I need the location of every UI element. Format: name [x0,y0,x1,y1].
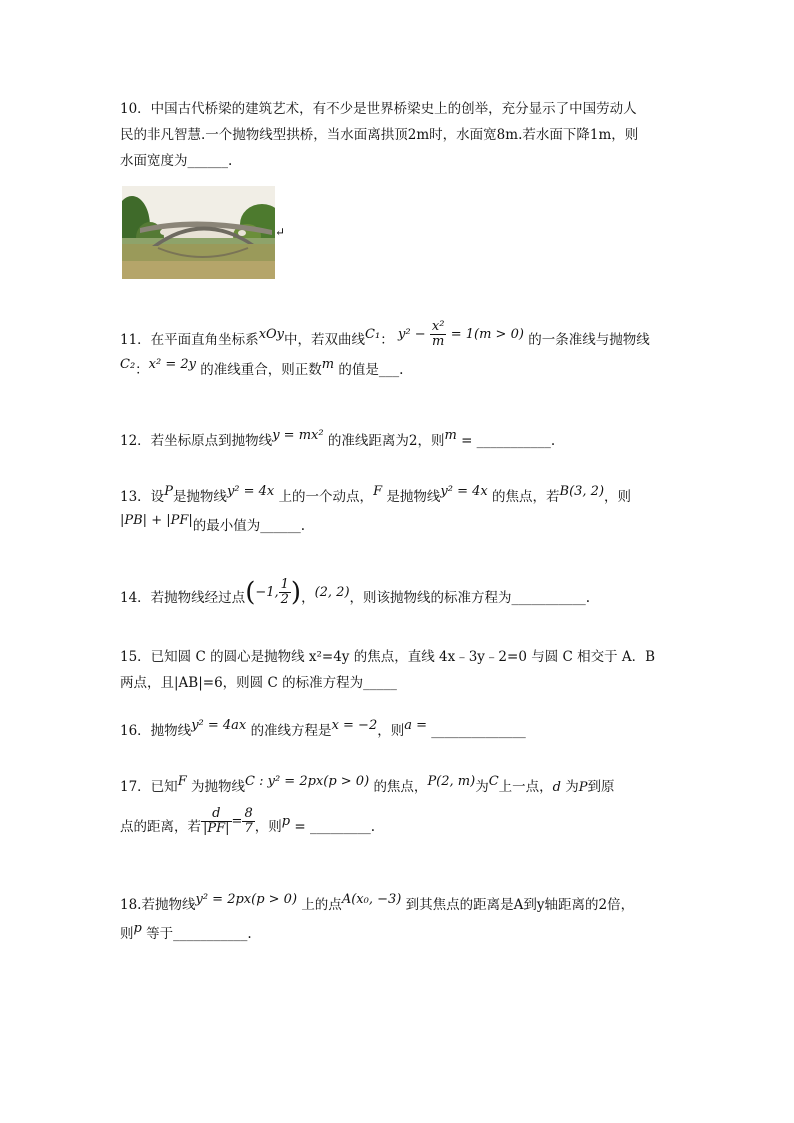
q17-end2: = _________. [294,819,375,835]
q12-eq: y = mx² [272,428,324,443]
q11-fraction [430,320,447,349]
bridge-photo [122,186,275,279]
q17-mid1: 为抛物线 [191,779,246,795]
q11-eq-left: y² − [398,327,426,342]
q11-prefix: 11．在平面直角坐标系 [120,332,259,348]
q18-point: A(x₀, −3) [341,892,402,907]
q17-d: d [552,780,561,795]
q17-frac-num: d [201,807,232,822]
q11-frac-num: x² [431,319,445,334]
q10-line2: 民的非凡智慧.一个抛物线型拱桥，当水面离拱顶2m时，水面宽8m.若水面下降1m，则 [120,127,639,143]
q17-var: p [281,814,291,829]
question-11 [120,318,700,384]
q16-end: ______________ [427,723,526,739]
q10-line3: 水面宽度为______. [120,153,233,169]
q17-end1: 到原 [587,779,615,795]
q14-end: ，则该抛物线的标准方程为___________. [349,590,591,606]
q18-mid2: 到其焦点的距离是A到y轴距离的2倍， [405,897,635,913]
q13-mid3: 是抛物线 [386,489,441,505]
q13-expr: |PB| + |PF| [120,513,193,528]
question-18 [120,892,700,948]
q11-colon2: ： [135,362,149,378]
q12-var: m [444,428,457,443]
q12-mid: 的准线距离为2，则 [327,433,445,449]
q14-sep: ， [301,590,315,606]
stone-arch-bridge-image [122,186,275,279]
q16-eq: y² = 4ax [191,718,247,733]
q11-coord: xOy [258,327,285,342]
q13-mid1: 是抛物线 [172,489,227,505]
q11-eq-right: = 1(m > 0) [450,327,524,342]
q14-point1: (−1, $\frac{1}{2}$ ) [245,577,302,608]
q17-point: P(2, m) [427,774,476,789]
q18-line2-prefix: 则 [120,926,134,942]
q14-prefix: 14．若抛物线经过点 [120,590,246,606]
question-14 [120,574,680,623]
q15-line1: 15．已知圆 C 的圆心是抛物线 x²=4y 的焦点，直线 4x﹣3y﹣2=0 与圆 C 相交于 A．B [120,649,656,665]
q16-mid: 的准线方程是 [250,723,332,739]
q11-eq2: x² = 2y [148,357,196,372]
q17-frac-den: |PF| [203,821,230,836]
q13-p: P [164,484,173,499]
q13-end2: 的最小值为______. [192,518,306,534]
q10-line1: 10．中国古代桥梁的建筑艺术，有不少是世界桥梁史上的创举，充分显示了中国劳动人 [120,101,637,117]
question-13 [120,484,700,540]
q18-end: 等于___________. [146,926,252,942]
q17-val-den: 7 [244,821,253,836]
q11-mid2: 的一条准线与抛物线 [528,332,650,348]
q17-val-num: 8 [244,806,253,821]
q17-line2-prefix: 点的距离，若 [120,819,201,835]
q14-p1-fraction [279,578,291,607]
q17-value-fraction [242,807,254,836]
q13-eq2: y² = 4x [440,484,488,499]
q14-p2: (2, 2) [314,585,350,600]
q17-mid2: 的焦点， [373,779,428,795]
q17-f: F [177,774,187,789]
q11-end: 的值是___. [338,362,404,378]
q14-p1-left: −1, [255,585,279,600]
q17-mid3: 为 [475,779,489,795]
question-12 [120,428,680,455]
q14-p1-num: 1 [280,577,289,592]
q17-p: P [578,780,588,795]
q16-mid2: ，则 [377,723,405,739]
q16-var: a = [404,718,427,733]
image-anchor-mark: ↵ [275,225,286,239]
q17-mid4: 上一点， [498,779,553,795]
q13-eq1: y² = 4x [226,484,275,499]
q14-p1-den: 2 [280,592,289,607]
q11-colon: ： [380,332,394,348]
q18-prefix: 18.若抛物线 [120,897,196,913]
q16-prefix: 16．抛物线 [120,723,192,739]
q18-mid1: 上的点 [301,897,342,913]
q13-mid2: 上的一个动点， [278,489,374,505]
q11-var: m [321,357,335,372]
q17-c: C [488,774,499,789]
q18-eq: y² = 2px(p > 0) [195,892,298,907]
q13-prefix: 13．设 [120,489,165,505]
q17-eq-sign: = [231,814,243,829]
q17-eq: C : y² = 2px(p > 0) [245,774,370,789]
q17-prefix: 17．已知 [120,779,178,795]
q13-point: B(3, 2) [559,484,605,499]
question-10 [120,96,680,174]
q17-mid5: 为 [565,779,579,795]
q16-eq2: x = −2 [331,718,378,733]
question-17 [120,774,700,848]
q11-mid1: 中，若双曲线 [284,332,366,348]
q13-f: F [373,484,383,499]
q18-var: p [133,921,142,936]
q13-mid4: 的焦点，若 [492,489,560,505]
q17-mid6: ，则 [254,819,282,835]
q12-prefix: 12．若坐标原点到抛物线 [120,433,273,449]
q13-end1: ，则 [604,489,632,505]
q11-frac-den: m [432,334,445,349]
q11-curve1: C₁ [365,327,381,342]
q11-suffix: 的准线重合，则正数 [200,362,322,378]
question-16 [120,718,680,745]
q15-line2: 两点，且|AB|=6，则圆 C 的标准方程为_____ [120,675,397,691]
q11-curve2: C₂ [120,357,136,372]
q17-fraction [201,807,232,836]
q12-end: = ___________. [461,433,556,449]
question-15 [120,644,680,696]
